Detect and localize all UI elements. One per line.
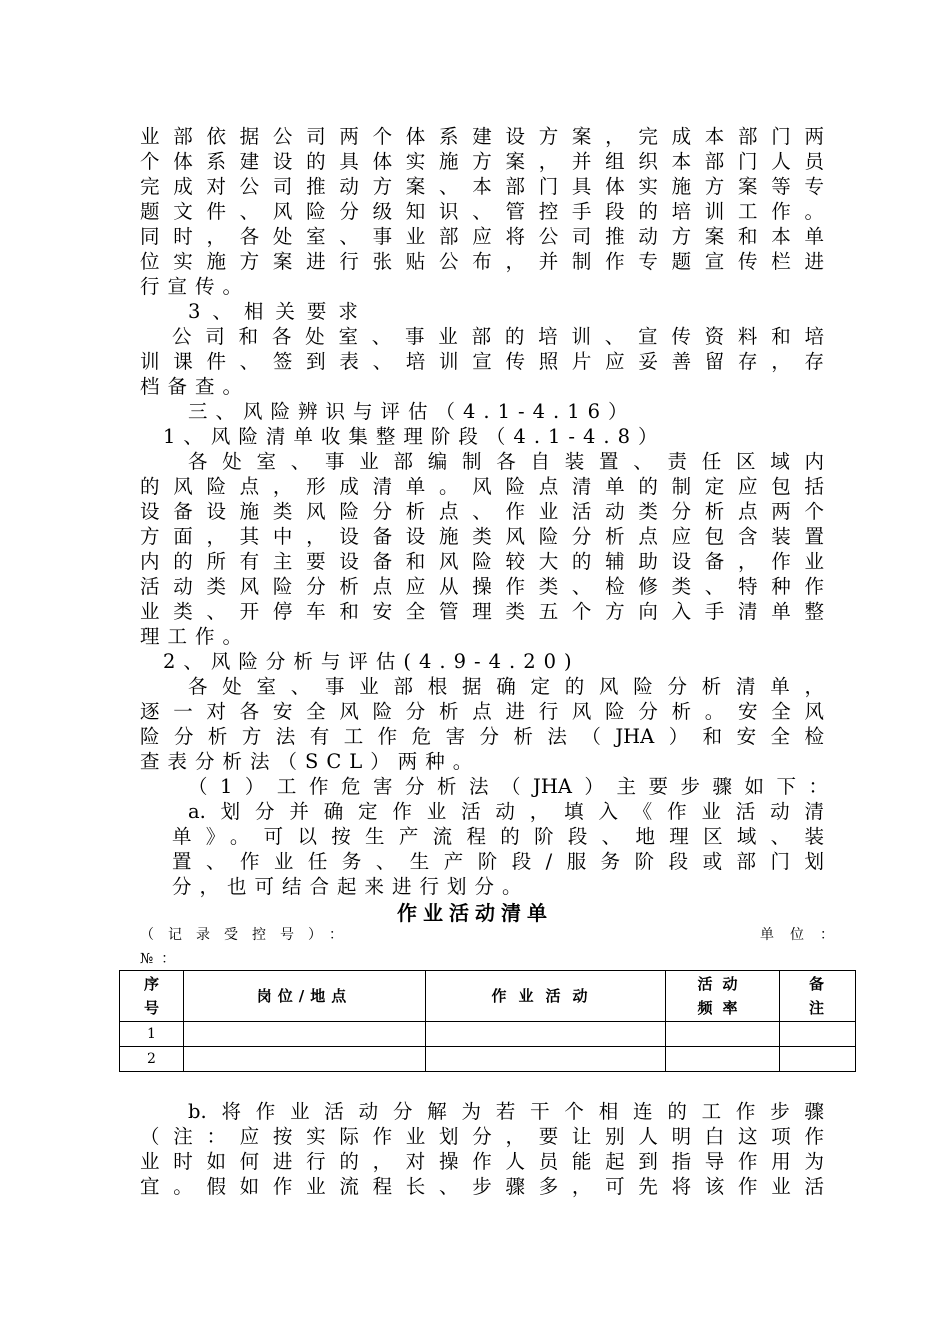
paragraph-line: 置、作业任务、生产阶段/服务阶段或部门划 xyxy=(172,850,824,873)
paragraph-line: 各处室、事业部编制各自装置、责任区域内 xyxy=(188,450,824,473)
paragraph-line: 业类、开停车和安全管理类五个方向入手清单整 xyxy=(140,600,824,623)
part-heading: 三、风险辨识与评估（4.1-4.16） xyxy=(188,400,636,423)
table-cell xyxy=(666,1022,780,1047)
paragraph-line: 单》。可以按生产流程的阶段、地理区域、装 xyxy=(172,825,824,848)
paragraph-line: 同时，各处室、事业部应将公司推动方案和本单 xyxy=(140,225,824,248)
paragraph-line: 公司和各处室、事业部的培训、宣传资料和培 xyxy=(172,325,824,348)
paragraph-line: 个体系建设的具体实施方案，并组织本部门人员 xyxy=(140,150,824,173)
table-header-row xyxy=(120,971,856,1022)
table-cell xyxy=(184,1047,426,1072)
paragraph-line: 理工作。 xyxy=(140,625,251,648)
paragraph-line: 查表分析法（SCL）两种。 xyxy=(140,750,481,773)
paragraph-line: 险分析方法有工作危害分析法（JHA）和安全检 xyxy=(140,725,824,748)
header-seq: 序号 xyxy=(120,971,184,1022)
paragraph-line: 的风险点，形成清单。风险点清单的制定应包括 xyxy=(140,475,824,498)
header-remarks: 备注 xyxy=(780,971,856,1022)
paragraph-line: b.将作业活动分解为若干个相连的工作步骤 xyxy=(188,1100,824,1123)
paragraph-line: 档备查。 xyxy=(140,375,251,398)
table-row xyxy=(120,1047,856,1072)
paragraph-line: 分，也可结合起来进行划分。 xyxy=(172,875,530,898)
table-cell: 2 xyxy=(120,1047,184,1072)
paragraph-line: （注：应按实际作业划分，要让别人明白这项作 xyxy=(140,1125,824,1148)
paragraph-line: 方面，其中，设备设施类风险分析点应包含装置 xyxy=(140,525,824,548)
record-label: （记录受控号）： xyxy=(140,927,357,943)
paragraph-line: 业部依据公司两个体系建设方案，完成本部门两 xyxy=(140,125,824,148)
method-heading: （1）工作危害分析法（JHA）主要步骤如下： xyxy=(188,775,828,798)
paragraph-line: 业时如何进行的，对操作人员能起到指导作用为 xyxy=(140,1150,824,1173)
header-post-location: 岗位/地点 xyxy=(184,971,426,1022)
paragraph-line: 行宣传。 xyxy=(140,275,251,298)
table-cell xyxy=(780,1047,856,1072)
activity-list-table xyxy=(119,970,856,1072)
form-title: 作业活动清单 xyxy=(397,901,553,925)
stage-heading: 1、风险清单收集整理阶段（4.1-4.8） xyxy=(163,425,666,448)
table-cell xyxy=(184,1022,426,1047)
table-cell xyxy=(426,1022,666,1047)
table-row xyxy=(120,1022,856,1047)
header-frequency: 活动频率 xyxy=(666,971,780,1022)
number-label: №： xyxy=(140,951,184,967)
paragraph-line: 宜。假如作业流程长、步骤多，可先将该作业活 xyxy=(140,1175,824,1198)
table-cell: 1 xyxy=(120,1022,184,1047)
paragraph-line: 训课件、签到表、培训宣传照片应妥善留存，存 xyxy=(140,350,824,373)
paragraph-line: 活动类风险分析点应从操作类、检修类、特种作 xyxy=(140,575,824,598)
paragraph-line: 位实施方案进行张贴公布，并制作专题宣传栏进 xyxy=(140,250,824,273)
paragraph-line: 内的所有主要设备和风险较大的辅助设备，作业 xyxy=(140,550,824,573)
table-cell xyxy=(666,1047,780,1072)
header-activity: 作业活动 xyxy=(426,971,666,1022)
paragraph-line: 各处室、事业部根据确定的风险分析清单， xyxy=(188,675,824,698)
unit-label: 单位： xyxy=(760,927,850,943)
paragraph-line: 逐一对各安全风险分析点进行风险分析。安全风 xyxy=(140,700,824,723)
paragraph-line: 设备设施类风险分析点、作业活动类分析点两个 xyxy=(140,500,824,523)
paragraph-line: a.划分并确定作业活动，填入《作业活动清 xyxy=(188,800,824,823)
stage-heading: 2、风险分析与评估(4.9-4.20) xyxy=(163,650,580,673)
section-heading: 3、相关要求 xyxy=(188,300,370,323)
table-cell xyxy=(426,1047,666,1072)
table-cell xyxy=(780,1022,856,1047)
paragraph-line: 题文件、风险分级知识、管控手段的培训工作。 xyxy=(140,200,824,223)
paragraph-line: 完成对公司推动方案、本部门具体实施方案等专 xyxy=(140,175,824,198)
